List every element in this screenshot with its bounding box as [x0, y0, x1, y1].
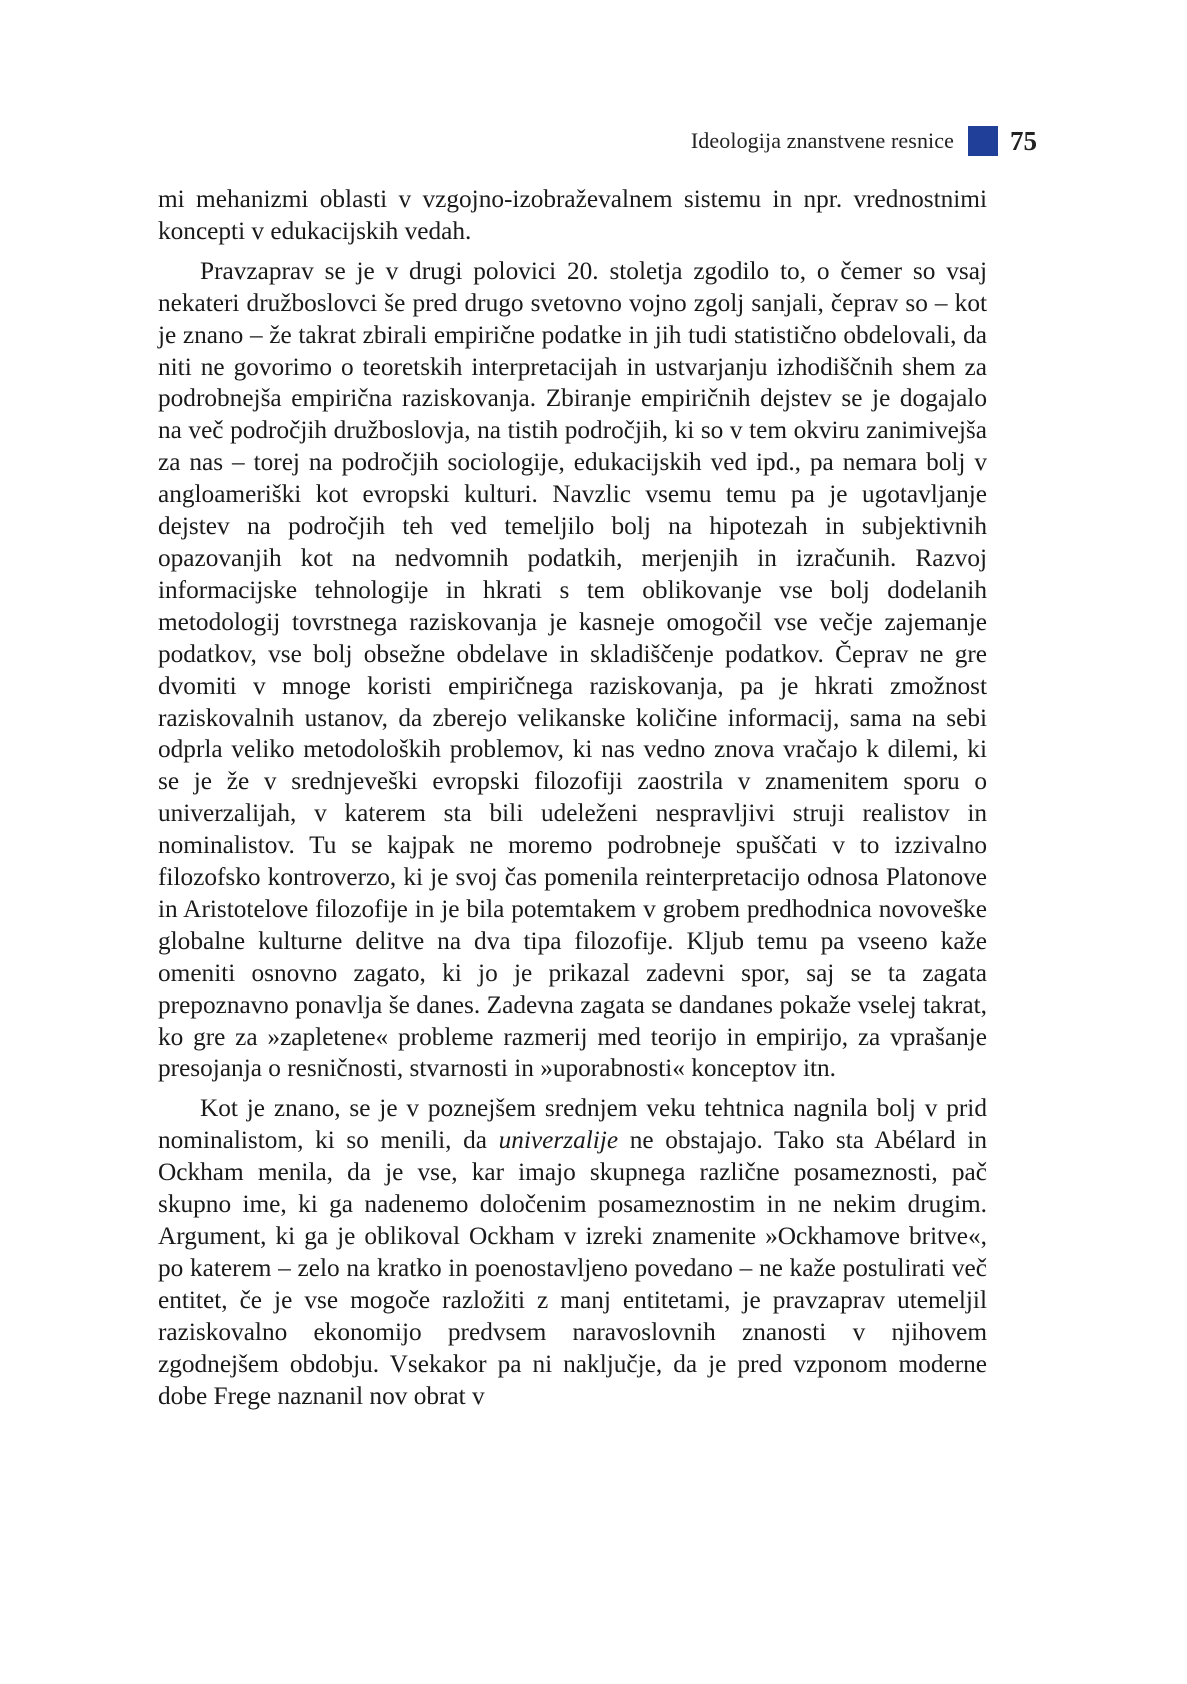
- paragraph-text: ne obstajajo. Tako sta Abélard in Ockham menila, da je vse, kar imajo skupnega različne posameznosti, pač skupno ime, ki ga nadenemo določenim posameznostim in ne nekim drugim. Argument, ki ga je oblikoval Ockham v izreki znamenite »Ockhamove britve«, po katerem – zelo na kratko in poenostavljeno povedano – ne kaže postulirati več entitet, če je vse mogoče razložiti z manj entitetami, je pravzaprav utemeljil raziskovalno ekonomijo predvsem naravoslovnih znanosti v njihovem zgodnejšem obdobju. Vsekakor pa ni naključje, da je pred vzponom moderne dobe Frege naznanil nov obrat v: [158, 1126, 987, 1410]
- paragraph: Pravzaprav se je v drugi polovici 20. stoletja zgodilo to, o čemer so vsaj nekateri družboslovci še pred drugo svetovno vojno zgolj sanjali, čeprav so – kot je znano – že takrat zbirali empirične podatke in jih tudi statistično obdelovali, da niti ne govorimo o teoretskih interpretacijah in ustvarjanju izhodiščnih shem za podrobnejša empirična raziskovanja. Zbiranje empiričnih dejstev se je dogajalo na več področjih družboslovja, na tistih področjih, ki so v tem okviru zanimivejša za nas – torej na področjih sociologije, edukacijskih ved ipd., pa nemara bolj v angloameriški kot evropski kulturi. Navzlic vsemu temu pa je ugotavljanje dejstev na področjih teh ved temeljilo bolj na hipotezah in subjektivnih opazovanjih kot na nedvomnih podatkih, merjenjih in izračunih. Razvoj informacijske tehnologije in hkrati s tem oblikovanje vse bolj dodelanih metodologij tovrstnega raziskovanja je kasneje omogočil vse večje zajemanje podatkov, vse bolj obsežne obdelave in skladiščenje podatkov. Čeprav ne gre dvomiti v mnoge koristi empiričnega raziskovanja, pa je hkrati zmožnost raziskovalnih ustanov, da zberejo velikanske količine informacij, sama na sebi odprla veliko metodoloških problemov, ki nas vedno znova vračajo k dilemi, ki se je že v srednjeveški evropski filozofiji zaostrila v znamenitem sporu o univerzalijah, v katerem sta bili udeleženi nespravljivi struji realistov in nominalistov. Tu se kajpak ne moremo podrobneje spuščati v to izzivalno filozofsko kontroverzo, ki je svoj čas pomenila reinterpretacijo odnosa Platonove in Aristotelove filozofije in je bila potemtakem v grobem predhodnica novoveške globalne kulturne delitve na dva tipa filozofije. Kljub temu pa vseeno kaže omeniti osnovno zagato, ki jo je prikazal zadevni spor, saj se ta zagata prepoznavno ponavlja še danes. Zadevna zagata se dandanes pokaže vselej takrat, ko gre za »zapletene« probleme razmerij med teorijo in empirijo, za vprašanje presojanja o resničnosti, stvarnosti in »uporabnosti« konceptov itn.: [158, 256, 987, 1083]
- paragraph: [158, 1093, 987, 1412]
- italic-term: univerzalije: [498, 1126, 619, 1155]
- body-text: [158, 184, 987, 1412]
- paragraph-continued: mi mehanizmi oblasti v vzgojno-izobraževalnem sistemu in npr. vrednostnimi koncepti v edukacijskih vedah.: [158, 185, 987, 245]
- page-number: 75: [1010, 125, 1037, 156]
- accent-square: [968, 126, 998, 156]
- paragraph-text: Kot je znano, se je v poznejšem srednjem veku tehtnica nagnila bolj v prid nominalistom, ki so menili, da: [158, 1094, 987, 1155]
- running-title: Ideologija znanstvene resnice: [690, 128, 954, 153]
- running-header: [691, 124, 1037, 158]
